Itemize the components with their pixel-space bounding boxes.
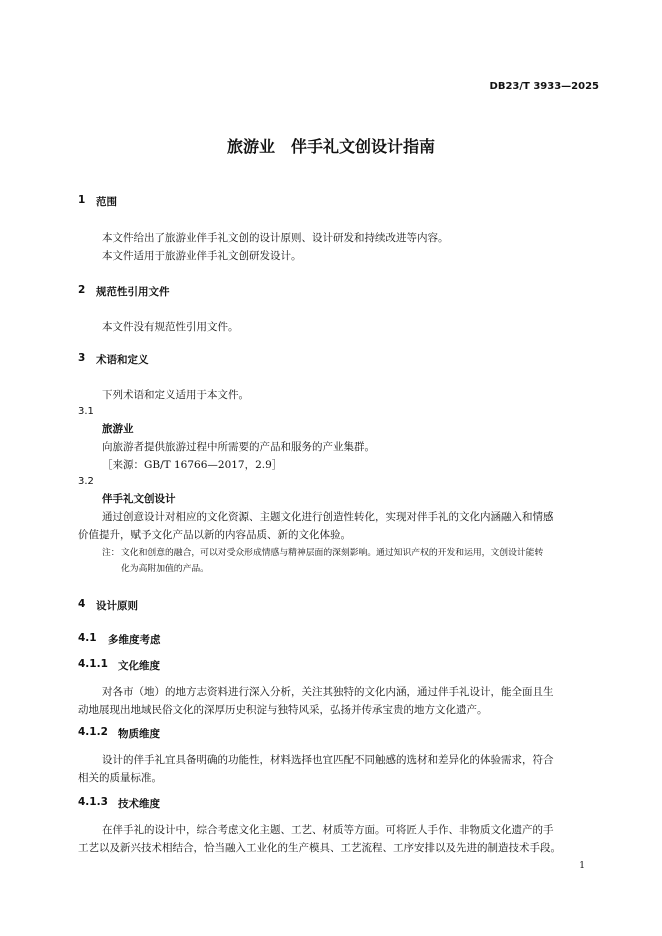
paragraph: 本文件适用于旅游业伴手礼文创研发设计。: [102, 250, 302, 262]
section-heading: 规范性引用文件: [96, 286, 170, 298]
note-label: 注：: [102, 548, 120, 558]
section-heading: 设计原则: [96, 600, 138, 612]
term-definition: 价值提升，赋予文化产品以新的内容品质、新的文化体验。: [78, 529, 351, 541]
subsection-number: 4.1.1: [78, 658, 108, 670]
paragraph: 对各市（地）的地方志资料进行深入分析，关注其独特的文化内涵，通过伴手礼设计，能全面且生: [102, 686, 554, 698]
section-heading: 范围: [96, 196, 117, 208]
subsection-number: 4.1: [78, 632, 97, 644]
term-definition: 向旅游者提供旅游过程中所需要的产品和服务的产业集群。: [102, 441, 375, 453]
term-source: ［来源：GB/T 16766—2017，2.9］: [102, 459, 283, 471]
subsection-heading: 文化维度: [118, 660, 160, 672]
section-number: 1: [78, 194, 86, 206]
subsection-heading: 技术维度: [118, 798, 160, 810]
paragraph: 本文件给出了旅游业伴手礼文创的设计原则、设计研发和持续改进等内容。: [102, 232, 449, 244]
subsection-heading: 多维度考虑: [108, 634, 161, 646]
paragraph: 设计的伴手礼宜具备明确的功能性，材料选择也宜匹配不同触感的选材和差异化的体验需求，符合: [102, 754, 554, 766]
term-number: 3.1: [78, 406, 94, 417]
section-number: 2: [78, 284, 86, 296]
subsection-heading: 物质维度: [118, 728, 160, 740]
paragraph: 在伴手礼的设计中，综合考虑文化主题、工艺、材质等方面。可将匠人手作、非物质文化遗产的手: [102, 824, 554, 836]
document-code: DB23/T 3933—2025: [489, 81, 599, 92]
paragraph: 下列术语和定义适用于本文件。: [102, 389, 249, 401]
paragraph: 工艺以及新兴技术相结合，恰当融入工业化的生产模具、工艺流程、工序安排以及先进的制造技术手段。: [78, 842, 561, 854]
term-name: 旅游业: [102, 423, 134, 435]
section-number: 3: [78, 352, 86, 364]
term-name: 伴手礼文创设计: [102, 493, 176, 505]
subsection-number: 4.1.3: [78, 796, 108, 808]
note-text: 化为高附加值的产品。: [121, 564, 209, 574]
section-number: 4: [78, 598, 86, 610]
paragraph: 相关的质量标准。: [78, 772, 162, 784]
document-title: 旅游业 伴手礼文创设计指南: [226, 137, 435, 156]
paragraph: 本文件没有规范性引用文件。: [102, 321, 239, 333]
paragraph: 动地展现出地域民俗文化的深厚历史积淀与独特风采，弘扬并传承宝贵的地方文化遗产。: [78, 704, 488, 716]
section-heading: 术语和定义: [96, 354, 149, 366]
subsection-number: 4.1.2: [78, 726, 108, 738]
page-number: 1: [579, 861, 585, 871]
term-definition: 通过创意设计对相应的文化资源、主题文化进行创造性转化，实现对伴手礼的文化内涵融入和情感: [102, 511, 554, 523]
note-text: 文化和创意的融合，可以对受众形成情感与精神层面的深刻影响。通过知识产权的开发和运用，文创设计能转: [121, 548, 544, 558]
term-number: 3.2: [78, 476, 94, 487]
